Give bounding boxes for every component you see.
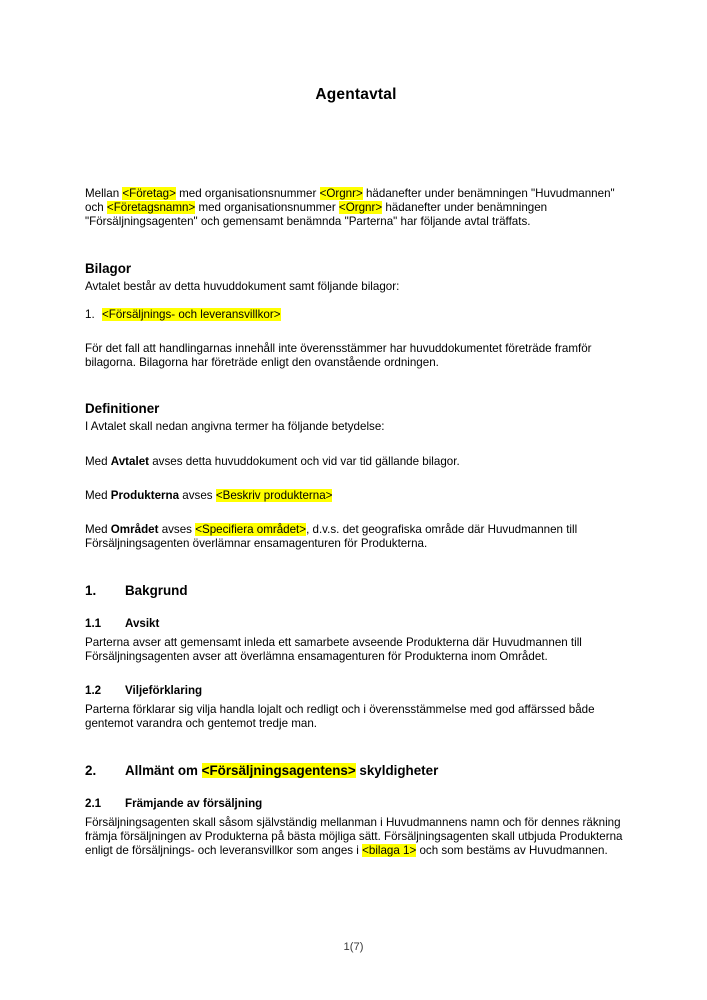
section-title-text-2: skyldigheter <box>355 763 439 779</box>
spacer <box>85 104 627 187</box>
section-title-text-1: Allmänt om <box>125 763 202 779</box>
spacer <box>85 435 627 455</box>
intro-text-2: med organisationsnummer <box>175 187 320 200</box>
definition-prefix: Med <box>85 488 111 502</box>
spacer <box>85 664 627 684</box>
definition-body: avses <box>179 488 216 502</box>
heading-bilagor: Bilagor <box>85 260 132 276</box>
definition-omradet <box>85 523 627 551</box>
heading-definitioner: Definitioner <box>85 401 160 417</box>
intro-text-1: Mellan <box>85 187 123 200</box>
placeholder-forsaljnings-leveransvillkor: <Försäljnings- och leveransvillkor> <box>102 307 281 321</box>
definition-prefix: Med <box>85 454 111 468</box>
spacer <box>85 230 627 261</box>
definition-term-avtalet: Avtalet <box>110 454 150 468</box>
section-title: Viljeförklaring <box>125 684 203 698</box>
spacer <box>85 503 627 523</box>
definition-avtalet <box>85 455 627 469</box>
section-1-1-body: Parterna avser att gemensamt inleda ett samarbete avseende Produkterna där Huvudmannen till Försäljningsagenten avser att överlämna ensamagenturen för Produkterna inom Området. <box>85 635 582 664</box>
placeholder-foretagsnamn: <Företagsnamn> <box>106 201 196 215</box>
section-2-1-text-2: och som bestäms av Huvudmannen. <box>416 844 608 858</box>
definition-term-omradet: Området <box>110 523 159 537</box>
definition-term-produkterna: Produkterna <box>110 488 180 502</box>
list-item <box>85 308 627 322</box>
section-number: 1.2 <box>85 684 102 698</box>
heading-section-1-2 <box>85 684 627 699</box>
definition-body: avses detta huvuddokument och vid var tid gällande bilagor. <box>149 454 460 468</box>
section-title <box>125 762 627 779</box>
section-title: Bakgrund <box>125 583 188 599</box>
placeholder-orgnr-1: <Orgnr> <box>319 187 363 200</box>
spacer <box>85 370 627 401</box>
spacer <box>85 731 627 762</box>
intro-text-4: med organisationsnummer <box>195 201 339 215</box>
spacer <box>85 294 627 308</box>
section-title: Avsikt <box>125 617 160 631</box>
section-title: Främjande av försäljning <box>125 797 263 811</box>
heading-section-1-1 <box>85 617 627 632</box>
definition-body-1: avses <box>158 523 196 537</box>
intro-text-3: hädanefter under benämningen "Huvudmannen" och <box>85 187 615 215</box>
placeholder-orgnr-2: <Orgnr> <box>338 201 383 215</box>
bilagor-note: För det fall att handlingarnas innehåll inte överensstämmer har huvuddokumentet företräde framför bilagorna. Bilagorna har företräde enligt den ovanstående ordningen. <box>85 342 592 370</box>
placeholder-forsaljningsagentens: <Försäljningsagentens> <box>201 763 356 779</box>
page-number: 1(7) <box>343 941 364 953</box>
section-2-1-text-1: Försäljningsagenten skall såsom självständig mellanman i Huvudmannens namn och för dennes räkning främja försäljningen av Produkterna på bästa möjliga sätt. Försäljningsagenten skall utbjuda Produkterna enligt de försäljnings- och leveransvillkor som anges i <box>85 815 623 858</box>
placeholder-specifiera-omradet: <Specifiera området> <box>195 523 307 537</box>
section-1-2-body: Parterna förklarar sig vilja handla lojalt och redligt och i överensstämmelse med god affärssed både gentemot varandra och gentemot tredje man. <box>85 702 595 731</box>
placeholder-foretag: <Företag> <box>122 187 176 200</box>
page-footer <box>0 941 707 953</box>
bilagor-lead: Avtalet består av detta huvuddokument samt följande bilagor: <box>85 279 400 293</box>
definitioner-lead: I Avtalet skall nedan angivna termer ha följande betydelse: <box>85 420 385 434</box>
list-item-marker: 1. <box>85 307 95 321</box>
section-number: 1. <box>85 583 97 599</box>
intro-paragraph <box>85 187 627 230</box>
heading-section-2-1 <box>85 797 627 812</box>
document-title: Agentavtal <box>315 86 397 103</box>
spacer <box>85 603 627 617</box>
spacer <box>85 322 627 342</box>
section-number: 1.1 <box>85 617 102 631</box>
section-number: 2.1 <box>85 797 102 811</box>
spacer <box>85 783 627 797</box>
placeholder-bilaga-1: <bilaga 1> <box>362 844 417 858</box>
intro-text-5: hädanefter under benämningen "Försäljningsagenten" och gemensamt benämnda "Parterna" har följande avtal träffats. <box>85 201 548 229</box>
definition-prefix: Med <box>85 523 111 537</box>
spacer <box>85 551 627 582</box>
placeholder-beskriv-produkterna: <Beskriv produkterna> <box>215 488 333 502</box>
definition-body-2: , d.v.s. det geografiska område där Huvudmannen till Försäljningsagenten överlämnar ensamagenturen för Produkterna. <box>85 523 578 551</box>
spacer <box>85 469 627 489</box>
section-2-1-body <box>85 816 627 859</box>
section-number: 2. <box>85 763 97 779</box>
document-body <box>85 0 627 858</box>
definition-produkterna <box>85 489 627 503</box>
heading-section-1 <box>85 582 627 599</box>
heading-section-2 <box>85 762 627 779</box>
